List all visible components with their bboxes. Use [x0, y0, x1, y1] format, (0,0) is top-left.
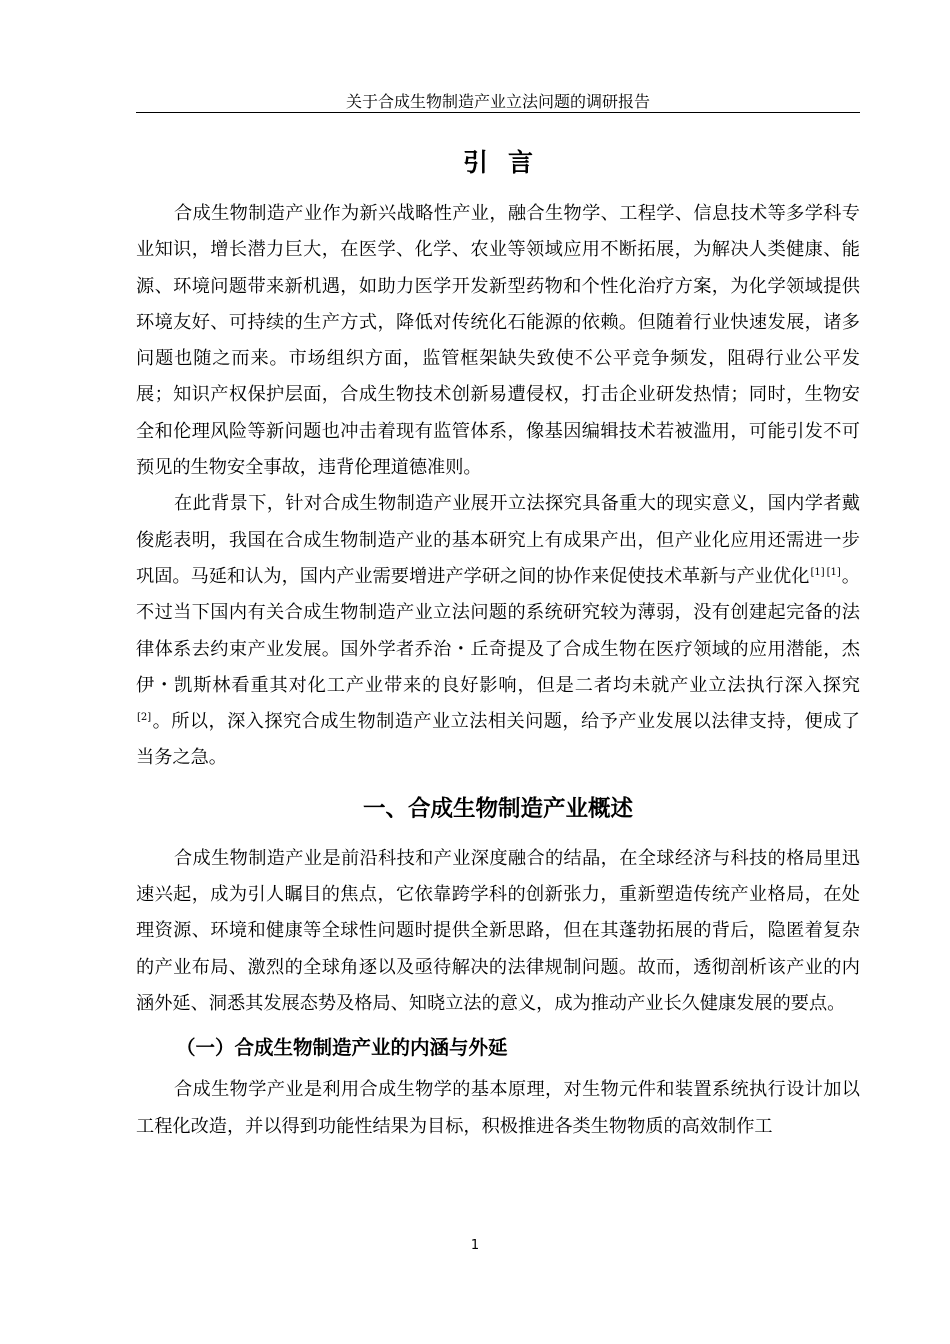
intro-paragraph-2: [136, 486, 860, 776]
page-number: 1: [470, 1238, 480, 1253]
section-1-1-paragraph-1: 合成生物学产业是利用合成生物学的基本原理，对生物元件和装置系统执行设计加以工程化改造，并以得到功能性结果为目标，积极推进各类生物物质的高效制作工: [136, 1079, 860, 1137]
intro-paragraph-1: 合成生物制造产业作为新兴战略性产业，融合生物学、工程学、信息技术等多学科专业知识，增长潜力巨大，在医学、化学、农业等领域应用不断拓展，为解决人类健康、能源、环境问题带来新机遇，如助力医学开发新型药物和个性化治疗方案，为化学领域提供环境友好、可持续的生产方式，降低对传统化石能源的依赖。但随着行业快速发展，诸多问题也随之而来。市场组织方面，监管框架缺失致使不公平竞争频发，阻碍行业公平发展；知识产权保护层面，合成生物技术创新易遭侵权，打击企业研发热情；同时，生物安全和伦理风险等新问题也冲击着现有监管体系，像基因编辑技术若被滥用，可能引发不可预见的生物安全事故，违背伦理道德准则。: [136, 203, 860, 479]
citation-ref-2[interactable]: [1]: [826, 566, 841, 578]
running-header-title: 关于合成生物制造产业立法问题的调研报告: [345, 92, 650, 111]
intro-paragraph-2-text-a: 在此背景下，针对合成生物制造产业展开立法探究具备重大的现实意义，国内学者戴俊彪表明，我国在合成生物制造产业的基本研究上有成果产出，但产业化应用还需进一步巩固。马延和认为，国内产业需要增进产学研之间的协作来促使技术革新与产业优化: [136, 493, 860, 587]
document-body: [136, 140, 860, 1145]
citation-ref-3[interactable]: [2]: [137, 712, 152, 724]
intro-heading: 引言: [462, 148, 553, 177]
section-1-heading: 一、合成生物制造产业概述: [362, 795, 633, 822]
header-rule: [136, 112, 860, 113]
section-1-paragraph-1: 合成生物制造产业是前沿科技和产业深度融合的结晶，在全球经济与科技的格局里迅速兴起，成为引人瞩目的焦点，它依靠跨学科的创新张力，重新塑造传统产业格局，在处理资源、环境和健康等全球性问题时提供全新思路，但在其蓬勃拓展的背后，隐匿着复杂的产业布局、激烈的全球角逐以及亟待解决的法律规制问题。故而，透彻剖析该产业的内涵外延、洞悉其发展态势及格局、知晓立法的意义，成为推动产业长久健康发展的要点。: [136, 847, 860, 1014]
intro-paragraph-2-text-b: 。不过当下国内有关合成生物制造产业立法问题的系统研究较为薄弱，没有创建起完备的法律体系去约束产业发展。国外学者乔治・丘奇提及了合成生物在医疗领域的应用潜能，杰伊・凯斯林看重其对化工产业带来的良好影响，但是二者均未就产业立法执行深入探究: [136, 565, 860, 696]
section-1-1-heading: （一）合成生物制造产业的内涵与外延: [176, 1036, 508, 1060]
citation-ref-1[interactable]: [1]: [810, 566, 825, 578]
intro-paragraph-2-text-c: 。所以，深入探究合成生物制造产业立法相关问题，给予产业发展以法律支持，便成了当务之急。: [136, 711, 860, 769]
